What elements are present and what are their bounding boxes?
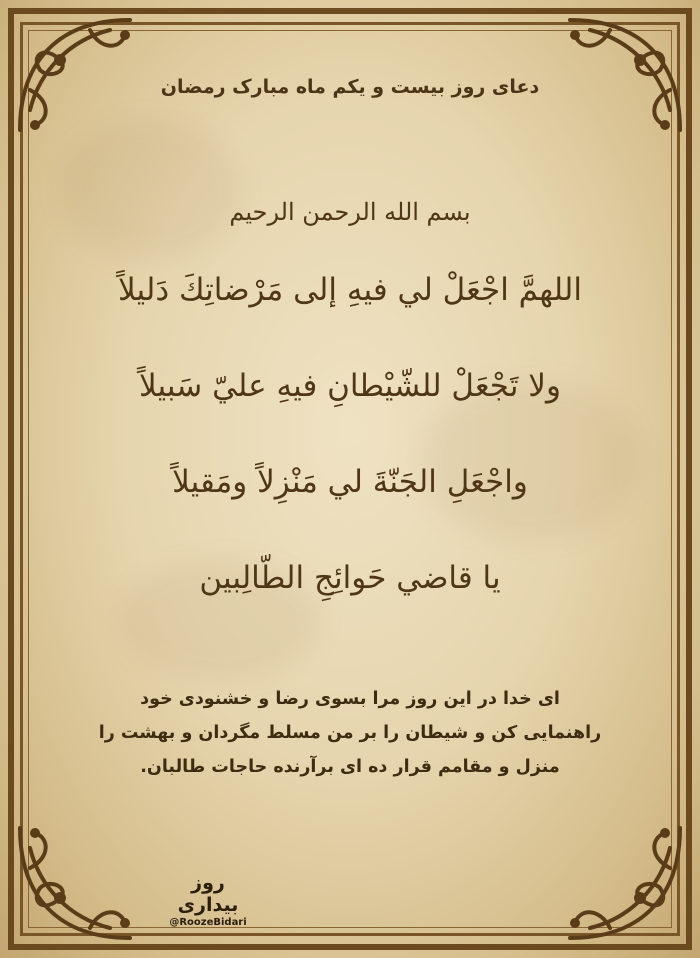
corner-ornament-bottom-right [550,808,700,958]
brand-watermark [158,872,258,930]
corner-ornament-top-left [0,0,150,150]
corner-ornament-bottom-left [0,808,150,958]
corner-ornament-top-right [550,0,700,150]
brand-handle: @RoozeBidari [169,917,247,928]
prayer-line-1: اللهمَّ اجْعَلْ لي فيهِ إلى مَرْضاتِكَ دَليلاً [118,272,582,308]
page-title: دعای روز بیست و یکم ماه مبارک رمضان [160,76,540,98]
translation-block [90,682,610,784]
translation-line-1: ای خدا در این روز مرا بسوی رضا و خشنودی خود [140,689,560,709]
brand-name: روز بیداری [177,872,239,916]
prayer-line-3: واجْعَلِ الجَنّةَ لي مَنْزِلاً ومَقيلاً [172,464,528,500]
prayer-line-2: ولا تَجْعَلْ للشّيْطانِ فيهِ عليّ سَبيلاً [139,368,561,404]
translation-line-3: منزل و مقامم قرار ده ای برآرنده حاجات طالبان. [140,757,560,777]
prayer-line-4: يا قاضي حَوائِجِ الطّالِبين [199,560,501,596]
translation-line-2: راهنمایی کن و شیطان را بر من مسلط مگردان و بهشت را [98,723,602,743]
bismillah-line: بسم الله الرحمن الرحیم [229,198,471,226]
